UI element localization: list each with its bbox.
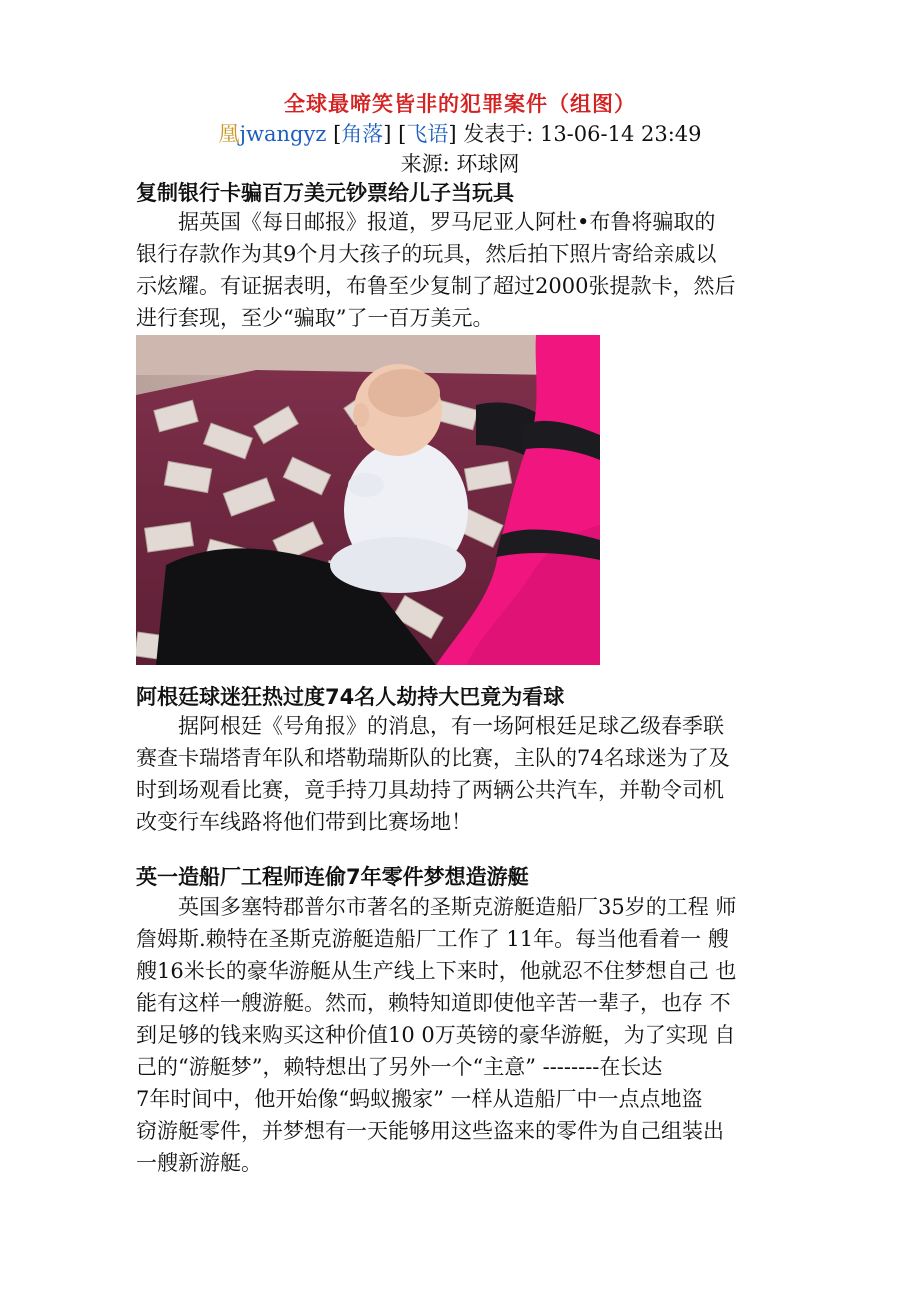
section-paragraph — [136, 710, 786, 838]
paragraph-line: 窃游艇零件，并梦想有一天能够用这些盗来的零件为自己组装出 — [136, 1119, 724, 1143]
section-heading: 英一造船厂工程师连偷7年零件梦想造游艇 — [136, 865, 529, 889]
paragraph-line: 时到场观看比赛，竟手持刀具劫持了两辆公共汽车，并勒令司机 — [136, 778, 724, 802]
paragraph-line: 进行套现，至少“骗取”了一百万美元。 — [136, 306, 494, 330]
baby-with-banknotes-photo — [136, 335, 600, 665]
paragraph-line: 到足够的钱来购买这种价值10 0万英镑的豪华游艇，为了实现 自 — [136, 1023, 736, 1047]
meta-bracket-sep: ] [ — [383, 122, 407, 146]
paragraph-line: 赛查卡瑞塔青年队和塔勒瑞斯队的比赛，主队的74名球迷为了及 — [136, 746, 730, 770]
author-prefix: 凰 — [218, 122, 240, 146]
tag-link-words[interactable]: 飞语 — [406, 122, 449, 146]
paragraph-line: 能有这样一艘游艇。然而，赖特知道即使他辛苦一辈子，也存 不 — [136, 991, 731, 1015]
paragraph-line: 7年时间中，他开始像“蚂蚁搬家” 一样从造船厂中一点点地盗 — [136, 1087, 703, 1111]
section-paragraph — [136, 891, 786, 1179]
paragraph-line: 据英国《每日邮报》报道，罗马尼亚人阿杜•布鲁将骗取的 — [136, 210, 716, 234]
article-title: 全球最啼笑皆非的犯罪案件（组图） — [284, 92, 636, 116]
post-datetime: 13-06-14 23:49 — [539, 122, 702, 146]
section-heading: 阿根廷球迷狂热过度74名人劫持大巴竟为看球 — [136, 685, 565, 709]
paragraph-line: 艘16米长的豪华游艇从生产线上下来时，他就忍不住梦想自己 也 — [136, 959, 737, 983]
paragraph-line: 银行存款作为其9个月大孩子的玩具，然后拍下照片寄给亲戚以 — [136, 242, 717, 266]
article-meta — [0, 119, 920, 149]
paragraph-line: 英国多塞特郡普尔市著名的圣斯克游艇造船厂35岁的工程 师 — [136, 895, 737, 919]
section-paragraph — [136, 206, 786, 334]
paragraph-line: 示炫耀。有证据表明，布鲁至少复制了超过2000张提款卡，然后 — [136, 274, 736, 298]
paragraph-line: 詹姆斯.赖特在圣斯克游艇造船厂工作了 11年。每当他看着一 艘 — [136, 927, 729, 951]
article-source: 来源: 环球网 — [400, 152, 520, 176]
meta-bracket-open: [ — [326, 122, 342, 146]
paragraph-line: 据阿根廷《号角报》的消息，有一场阿根廷足球乙级春季联 — [136, 714, 724, 738]
paragraph-line: 己的“游艇梦”，赖特想出了另外一个“主意” --------在长达 — [136, 1055, 663, 1079]
meta-posted-label: ] 发表于: — [448, 122, 540, 146]
tag-link-corner[interactable]: 角落 — [341, 122, 384, 146]
author-link[interactable]: jwangyz — [239, 122, 327, 146]
section-heading: 复制银行卡骗百万美元钞票给儿子当玩具 — [136, 181, 514, 205]
paragraph-line: 改变行车线路将他们带到比赛场地！ — [136, 810, 472, 834]
paragraph-line: 一艘新游艇。 — [136, 1151, 262, 1175]
